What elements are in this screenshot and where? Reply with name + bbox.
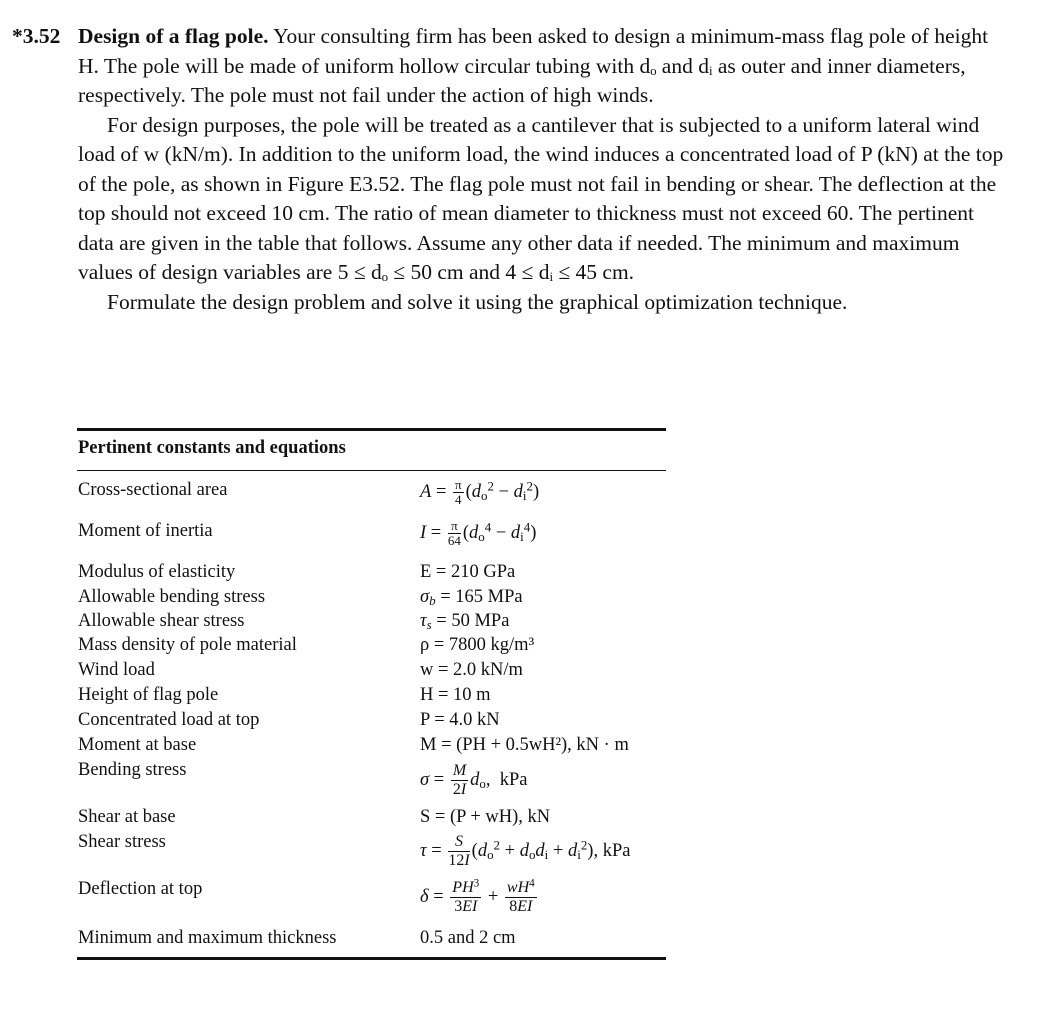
row-label: Modulus of elasticity [78,562,236,582]
row-label: Moment at base [78,735,197,755]
formula-bending-stress: σ = $\frac{M}{2I}$ $d_o$, kPa [420,762,528,798]
table-row [78,660,155,681]
table-bottom-rule [77,957,666,960]
table-row [78,521,213,542]
table-row [78,635,297,656]
row-label: Deflection at top [78,879,203,899]
row-label: Minimum and maximum thickness [78,928,337,948]
table-row [78,760,186,781]
table-row [78,611,244,632]
row-label: Wind load [78,660,155,680]
formula-shear-stress: τ = $\frac{S}{12I}$ $(d_o^2 + d_od_i + d_i^2)$, kPa [420,833,631,869]
formula-deflection: δ = $\frac{PH^3}{3EI}$ + $\frac{wH^4}{8EI}$ [420,877,535,915]
problem-paragraph-2: For design purposes, the pole will be treated as a cantilever that is subjected to a uniform lateral wind load of w (kN/m). In addition to the uniform load, the wind induces a concentrated load of P (kN) at the top of the pole, as shown in Figure E3.52. The flag pole must not fail in bending or shear. The deflection at the top should not exceed 10 cm. The ratio of mean diameter to thickness must not exceed 60. The pertinent data are given in the table that follows. Assume any other data if needed. The minimum and maximum values of design variables are 5 ≤ dₒ ≤ 50 cm and 4 ≤ dᵢ ≤ 45 cm. [78,112,1004,284]
row-label: Cross-sectional area [78,480,228,500]
table-row [78,735,196,756]
row-value: $\tau_s = 50$ MPa [420,611,510,633]
table-row [78,807,176,828]
row-label: Height of flag pole [78,685,219,705]
problem-title: Design of a flag pole. [78,24,269,48]
row-label: Allowable shear stress [78,611,245,631]
row-label: Bending stress [78,760,187,780]
table-row [78,710,259,731]
problem-statement [12,22,1012,317]
row-label: Mass density of pole material [78,635,297,655]
table-header: Pertinent constants and equations [78,438,346,458]
table-row [78,562,235,583]
row-label: Concentrated load at top [78,710,260,730]
row-value: M = (PH + 0.5wH²), kN · m [420,735,629,755]
table-row [78,587,265,608]
row-value: P = 4.0 kN [420,710,500,730]
table-header-rule [77,470,666,471]
problem-paragraph-3: Formulate the design problem and solve it using the graphical optimization technique. [107,289,848,314]
table-row [78,832,166,853]
table-row [78,685,218,706]
row-value: E = 210 GPa [420,562,516,582]
row-value: 0.5 and 2 cm [420,928,516,948]
table-row [78,879,202,900]
table-row [78,480,227,501]
row-value: S = (P + wH), kN [420,807,551,827]
problem-number: *3.52 [12,24,61,48]
row-value: w = 2.0 kN/m [420,660,523,680]
formula-inertia: I = $\frac{\pi}{64}$ $(d_o^4 - d_i^4)$ [420,518,537,548]
table-top-rule [77,428,666,431]
row-label: Allowable bending stress [78,587,266,607]
problem-text-1: Your consulting firm has been asked to design a minimum-mass flag pole of height H. The pole will be made of uniform hollow circular tubing with dₒ and dᵢ as outer and inner diameters, respectively. The pole must not fail under the action of high winds. [78,24,989,107]
row-value: $\sigma_b = 165$ MPa [420,587,523,609]
formula-area: A = $\frac{\pi}{4}$ $(d_o^2 - d_i^2)$ [420,477,540,507]
row-value: H = 10 m [420,685,491,705]
problem-paragraph-1 [12,22,1012,111]
row-value: ρ = 7800 kg/m³ [420,635,535,655]
constants-table [77,428,666,948]
table-row [78,928,336,949]
row-label: Moment of inertia [78,521,213,541]
row-label: Shear at base [78,807,176,827]
row-label: Shear stress [78,832,166,852]
